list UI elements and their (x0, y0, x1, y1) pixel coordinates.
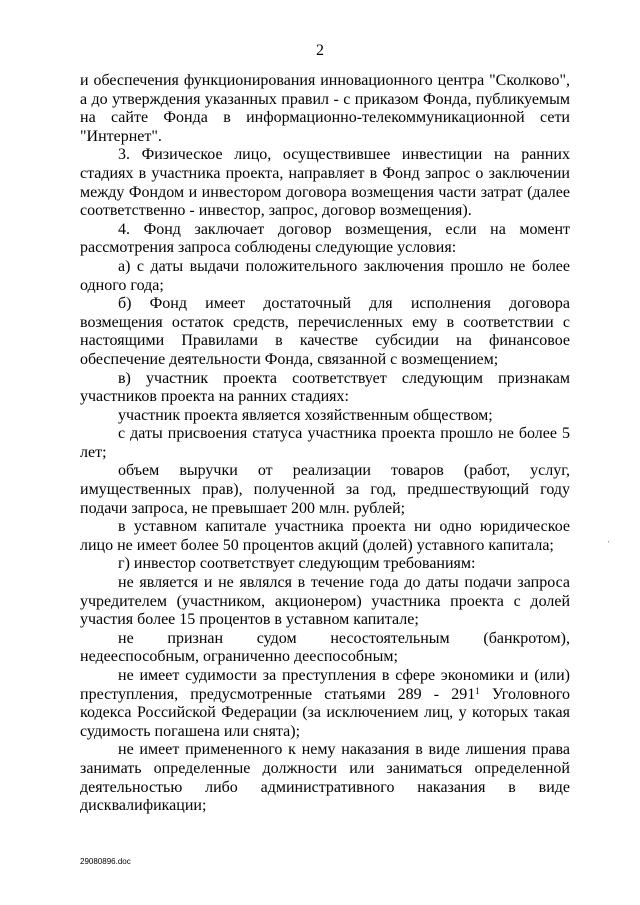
paragraph-6: в) участник проекта соответствует следующим признакам участников проекта на ранних стадиях: (80, 369, 570, 406)
article-superscript: 1 (475, 685, 480, 696)
paragraph-11: г) инвестор соответствует следующим требованиям: (118, 555, 476, 573)
paragraph-13: не признан судом несостоятельным (банкротом), недееспособным, ограниченно дееспособным; (80, 629, 570, 666)
document-body (80, 72, 570, 816)
criminal-text-start: не имеет судимости за преступления в сфере экономики и (или) преступления, предусмотренные статьями 289 - 291 (80, 667, 570, 703)
paragraph-3: 4. Фонд заключает договор возмещения, если на момент рассмотрения запроса соблюдены следующие условия: (80, 220, 570, 257)
paragraph-criminal-record (80, 667, 570, 741)
paragraph-1: и обеспечения функционирования инновационного центра "Сколково", а до утверждения указанных правил - с приказом Фонда, публикуемым на сайте Фонда в информационно-телекоммуникационной сети "Интернет". (80, 72, 570, 145)
paragraph-last: не имеет примененного к нему наказания в виде лишения права занимать определенные должности или заниматься определенной деятельностью либо административного наказания в виде дисквалификации; (80, 741, 570, 815)
page-number: 2 (316, 42, 324, 59)
paragraph-10: в уставном капитале участника проекта ни одно юридическое лицо не имеет более 50 процентов акций (долей) уставного капитала; (80, 518, 570, 554)
paragraph-8: с даты присвоения статуса участника проекта прошло не более 5 лет; (80, 425, 570, 461)
paragraph-2: 3. Физическое лицо, осуществившее инвестиции на ранних стадиях в участника проекта, направляет в Фонд запрос о заключении между Фондом и инвестором договора возмещения части затрат (далее соответственно - инвестор, запрос, договор возмещения). (80, 146, 570, 220)
paragraph-5: б) Фонд имеет достаточный для исполнения договора возмещения остаток средств, перечисленных ему в соответствии с настоящими Правилами в качестве субсидии на финансовое обеспечение деятельности Фонда, связанной с возмещением; (80, 295, 570, 368)
paragraph-12: не является и не являлся в течение года до даты подачи запроса учредителем (участником, акционером) участника проекта с долей участия более 15 процентов в уставном капитале; (80, 574, 570, 629)
footer-doc-id: 29080896.doc (80, 857, 131, 866)
paragraph-9: объем выручки от реализации товаров (работ, услуг, имущественных прав), полученной за год, предшествующий году подачи запроса, не превышает 200 млн. рублей; (80, 462, 570, 517)
paragraph-4: а) с даты выдачи положительного заключения прошло не более одного года; (80, 257, 570, 294)
paragraph-7: участник проекта является хозяйственным обществом; (118, 406, 493, 424)
margin-mark: ' (608, 540, 610, 548)
criminal-text-end: Уголовного кодекса Российской Федерации (за исключением лиц, у которых такая судимость погашена или снята); (80, 685, 571, 740)
